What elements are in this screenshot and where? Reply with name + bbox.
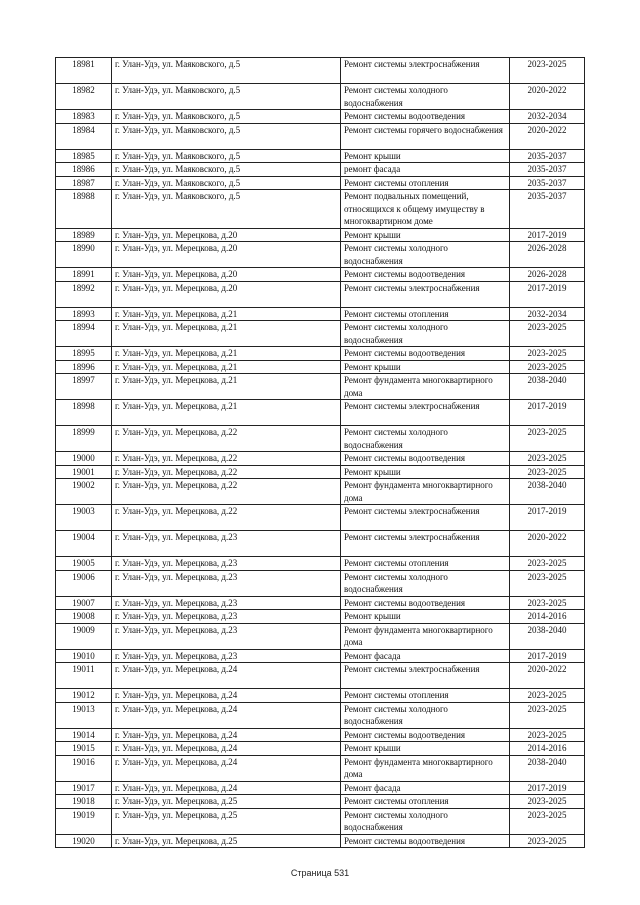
row-period: 2023-2025 xyxy=(510,795,585,809)
row-number: 18989 xyxy=(56,228,112,242)
table-row xyxy=(56,689,585,703)
table-row xyxy=(56,268,585,282)
row-address: г. Улан-Удэ, ул. Мерецкова, д.22 xyxy=(112,505,341,531)
row-period: 2035-2037 xyxy=(510,190,585,229)
row-number: 18985 xyxy=(56,149,112,163)
table-row xyxy=(56,374,585,400)
row-number: 19009 xyxy=(56,623,112,649)
row-work-type: Ремонт системы водоотведения xyxy=(341,728,510,742)
row-work-type: Ремонт крыши xyxy=(341,610,510,624)
row-number: 19018 xyxy=(56,795,112,809)
row-address: г. Улан-Удэ, ул. Мерецкова, д.20 xyxy=(112,228,341,242)
row-work-type: Ремонт системы электроснабжения xyxy=(341,505,510,531)
row-number: 18988 xyxy=(56,190,112,229)
row-address: г. Улан-Удэ, ул. Мерецкова, д.21 xyxy=(112,374,341,400)
row-address: г. Улан-Удэ, ул. Мерецкова, д.23 xyxy=(112,531,341,557)
row-work-type: Ремонт фундамента многоквартирного дома xyxy=(341,374,510,400)
row-address: г. Улан-Удэ, ул. Мерецкова, д.20 xyxy=(112,281,341,307)
table-row xyxy=(56,834,585,848)
table-row xyxy=(56,531,585,557)
row-work-type: Ремонт системы отопления xyxy=(341,557,510,571)
row-period: 2023-2025 xyxy=(510,702,585,728)
row-work-type: Ремонт системы водоотведения xyxy=(341,596,510,610)
row-number: 18986 xyxy=(56,163,112,177)
table-row xyxy=(56,149,585,163)
row-address: г. Улан-Удэ, ул. Маяковского, д.5 xyxy=(112,123,341,149)
row-address: г. Улан-Удэ, ул. Мерецкова, д.24 xyxy=(112,728,341,742)
row-number: 18999 xyxy=(56,426,112,452)
repair-schedule-table xyxy=(55,57,585,848)
row-period: 2020-2022 xyxy=(510,663,585,689)
row-period: 2020-2022 xyxy=(510,123,585,149)
row-work-type: Ремонт системы отопления xyxy=(341,307,510,321)
table-row xyxy=(56,728,585,742)
row-address: г. Улан-Удэ, ул. Мерецкова, д.23 xyxy=(112,570,341,596)
row-period: 2023-2025 xyxy=(510,808,585,834)
row-period: 2038-2040 xyxy=(510,374,585,400)
row-number: 19001 xyxy=(56,465,112,479)
row-number: 19006 xyxy=(56,570,112,596)
row-work-type: Ремонт системы электроснабжения xyxy=(341,531,510,557)
row-period: 2017-2019 xyxy=(510,228,585,242)
table-row xyxy=(56,663,585,689)
row-number: 19013 xyxy=(56,702,112,728)
row-number: 19014 xyxy=(56,728,112,742)
row-address: г. Улан-Удэ, ул. Маяковского, д.5 xyxy=(112,190,341,229)
row-period: 2038-2040 xyxy=(510,623,585,649)
table-row xyxy=(56,702,585,728)
row-address: г. Улан-Удэ, ул. Мерецкова, д.24 xyxy=(112,755,341,781)
row-work-type: Ремонт системы водоотведения xyxy=(341,452,510,466)
row-period: 2023-2025 xyxy=(510,596,585,610)
table-row xyxy=(56,557,585,571)
row-period: 2023-2025 xyxy=(510,360,585,374)
row-number: 18990 xyxy=(56,242,112,268)
table-row xyxy=(56,426,585,452)
row-address: г. Улан-Удэ, ул. Маяковского, д.5 xyxy=(112,58,341,84)
row-address: г. Улан-Удэ, ул. Мерецкова, д.24 xyxy=(112,702,341,728)
row-work-type: Ремонт системы электроснабжения xyxy=(341,400,510,426)
table-row xyxy=(56,307,585,321)
row-work-type: Ремонт системы холодного водоснабжения xyxy=(341,570,510,596)
row-address: г. Улан-Удэ, ул. Маяковского, д.5 xyxy=(112,163,341,177)
row-number: 19007 xyxy=(56,596,112,610)
row-number: 19011 xyxy=(56,663,112,689)
row-work-type: Ремонт системы отопления xyxy=(341,689,510,703)
row-period: 2023-2025 xyxy=(510,570,585,596)
row-work-type: ремонт фасада xyxy=(341,163,510,177)
row-address: г. Улан-Удэ, ул. Мерецкова, д.21 xyxy=(112,347,341,361)
row-address: г. Улан-Удэ, ул. Мерецкова, д.21 xyxy=(112,307,341,321)
table-row xyxy=(56,649,585,663)
row-period: 2020-2022 xyxy=(510,531,585,557)
row-period: 2023-2025 xyxy=(510,452,585,466)
row-address: г. Улан-Удэ, ул. Маяковского, д.5 xyxy=(112,84,341,110)
row-period: 2023-2025 xyxy=(510,347,585,361)
row-number: 19003 xyxy=(56,505,112,531)
row-number: 19019 xyxy=(56,808,112,834)
table-row xyxy=(56,742,585,756)
row-work-type: Ремонт системы холодного водоснабжения xyxy=(341,426,510,452)
page-number: Страница 531 xyxy=(290,868,350,878)
row-period: 2038-2040 xyxy=(510,755,585,781)
row-address: г. Улан-Удэ, ул. Мерецкова, д.22 xyxy=(112,465,341,479)
row-number: 19017 xyxy=(56,781,112,795)
row-address: г. Улан-Удэ, ул. Мерецкова, д.21 xyxy=(112,321,341,347)
table-body xyxy=(56,58,585,848)
row-address: г. Улан-Удэ, ул. Мерецкова, д.22 xyxy=(112,479,341,505)
row-address: г. Улан-Удэ, ул. Мерецкова, д.21 xyxy=(112,360,341,374)
row-number: 19020 xyxy=(56,834,112,848)
table-row xyxy=(56,360,585,374)
row-number: 19000 xyxy=(56,452,112,466)
row-number: 18984 xyxy=(56,123,112,149)
table-row xyxy=(56,781,585,795)
table-row xyxy=(56,452,585,466)
row-number: 18994 xyxy=(56,321,112,347)
row-number: 19016 xyxy=(56,755,112,781)
row-number: 19004 xyxy=(56,531,112,557)
row-period: 2035-2037 xyxy=(510,176,585,190)
row-period: 2023-2025 xyxy=(510,557,585,571)
row-number: 19008 xyxy=(56,610,112,624)
row-period: 2014-2016 xyxy=(510,610,585,624)
row-work-type: Ремонт крыши xyxy=(341,228,510,242)
table-row xyxy=(56,808,585,834)
row-address: г. Улан-Удэ, ул. Маяковского, д.5 xyxy=(112,110,341,124)
row-work-type: Ремонт системы холодного водоснабжения xyxy=(341,242,510,268)
table-row xyxy=(56,190,585,229)
row-period: 2023-2025 xyxy=(510,728,585,742)
row-work-type: Ремонт системы электроснабжения xyxy=(341,281,510,307)
row-period: 2020-2022 xyxy=(510,84,585,110)
row-number: 19012 xyxy=(56,689,112,703)
row-number: 19005 xyxy=(56,557,112,571)
row-work-type: Ремонт крыши xyxy=(341,465,510,479)
table-row xyxy=(56,321,585,347)
row-work-type: Ремонт крыши xyxy=(341,149,510,163)
table-row xyxy=(56,610,585,624)
row-number: 18997 xyxy=(56,374,112,400)
row-address: г. Улан-Удэ, ул. Мерецкова, д.24 xyxy=(112,663,341,689)
row-address: г. Улан-Удэ, ул. Мерецкова, д.23 xyxy=(112,557,341,571)
row-address: г. Улан-Удэ, ул. Маяковского, д.5 xyxy=(112,149,341,163)
table-row xyxy=(56,84,585,110)
row-number: 18992 xyxy=(56,281,112,307)
row-work-type: Ремонт системы отопления xyxy=(341,176,510,190)
row-address: г. Улан-Удэ, ул. Мерецкова, д.20 xyxy=(112,268,341,282)
row-number: 18983 xyxy=(56,110,112,124)
row-period: 2032-2034 xyxy=(510,307,585,321)
row-work-type: Ремонт системы водоотведения xyxy=(341,834,510,848)
table-row xyxy=(56,570,585,596)
table-row xyxy=(56,623,585,649)
row-address: г. Улан-Удэ, ул. Мерецкова, д.25 xyxy=(112,795,341,809)
table-row xyxy=(56,242,585,268)
row-period: 2017-2019 xyxy=(510,281,585,307)
row-period: 2023-2025 xyxy=(510,426,585,452)
row-work-type: Ремонт системы водоотведения xyxy=(341,268,510,282)
row-period: 2023-2025 xyxy=(510,321,585,347)
row-work-type: Ремонт подвальных помещений, относящихся к общему имуществу в многоквартирном доме xyxy=(341,190,510,229)
row-period: 2032-2034 xyxy=(510,110,585,124)
table-row xyxy=(56,347,585,361)
row-number: 19002 xyxy=(56,479,112,505)
row-period: 2017-2019 xyxy=(510,649,585,663)
table-row xyxy=(56,755,585,781)
table-row xyxy=(56,505,585,531)
row-work-type: Ремонт системы водоотведения xyxy=(341,110,510,124)
row-work-type: Ремонт системы холодного водоснабжения xyxy=(341,808,510,834)
row-address: г. Улан-Удэ, ул. Мерецкова, д.21 xyxy=(112,400,341,426)
row-number: 18981 xyxy=(56,58,112,84)
row-period: 2017-2019 xyxy=(510,781,585,795)
table-row xyxy=(56,123,585,149)
row-work-type: Ремонт системы водоотведения xyxy=(341,347,510,361)
table-row xyxy=(56,228,585,242)
row-work-type: Ремонт системы горячего водоснабжения xyxy=(341,123,510,149)
row-work-type: Ремонт крыши xyxy=(341,360,510,374)
row-period: 2023-2025 xyxy=(510,689,585,703)
row-address: г. Улан-Удэ, ул. Мерецкова, д.24 xyxy=(112,742,341,756)
row-address: г. Улан-Удэ, ул. Мерецкова, д.23 xyxy=(112,610,341,624)
row-work-type: Ремонт системы электроснабжения xyxy=(341,663,510,689)
row-period: 2035-2037 xyxy=(510,163,585,177)
row-work-type: Ремонт фасада xyxy=(341,781,510,795)
row-work-type: Ремонт системы холодного водоснабжения xyxy=(341,84,510,110)
row-period: 2023-2025 xyxy=(510,465,585,479)
table-row xyxy=(56,58,585,84)
table-row xyxy=(56,163,585,177)
row-period: 2026-2028 xyxy=(510,268,585,282)
row-period: 2023-2025 xyxy=(510,834,585,848)
row-period: 2038-2040 xyxy=(510,479,585,505)
table-row xyxy=(56,110,585,124)
row-period: 2026-2028 xyxy=(510,242,585,268)
row-period: 2014-2016 xyxy=(510,742,585,756)
row-work-type: Ремонт системы холодного водоснабжения xyxy=(341,702,510,728)
row-work-type: Ремонт фундамента многоквартирного дома xyxy=(341,755,510,781)
row-work-type: Ремонт фундамента многоквартирного дома xyxy=(341,623,510,649)
row-address: г. Улан-Удэ, ул. Мерецкова, д.23 xyxy=(112,649,341,663)
row-address: г. Улан-Удэ, ул. Мерецкова, д.22 xyxy=(112,426,341,452)
row-work-type: Ремонт системы электроснабжения xyxy=(341,58,510,84)
row-address: г. Улан-Удэ, ул. Мерецкова, д.25 xyxy=(112,834,341,848)
row-address: г. Улан-Удэ, ул. Мерецкова, д.24 xyxy=(112,689,341,703)
row-number: 18987 xyxy=(56,176,112,190)
row-number: 18982 xyxy=(56,84,112,110)
table-row xyxy=(56,465,585,479)
row-number: 18993 xyxy=(56,307,112,321)
row-work-type: Ремонт системы отопления xyxy=(341,795,510,809)
row-number: 19015 xyxy=(56,742,112,756)
row-address: г. Улан-Удэ, ул. Мерецкова, д.23 xyxy=(112,596,341,610)
row-address: г. Улан-Удэ, ул. Мерецкова, д.25 xyxy=(112,808,341,834)
row-work-type: Ремонт фасада xyxy=(341,649,510,663)
row-work-type: Ремонт системы холодного водоснабжения xyxy=(341,321,510,347)
row-address: г. Улан-Удэ, ул. Маяковского, д.5 xyxy=(112,176,341,190)
row-address: г. Улан-Удэ, ул. Мерецкова, д.24 xyxy=(112,781,341,795)
table-row xyxy=(56,176,585,190)
row-work-type: Ремонт фундамента многоквартирного дома xyxy=(341,479,510,505)
row-number: 19010 xyxy=(56,649,112,663)
row-period: 2035-2037 xyxy=(510,149,585,163)
row-period: 2017-2019 xyxy=(510,400,585,426)
row-number: 18995 xyxy=(56,347,112,361)
row-number: 18996 xyxy=(56,360,112,374)
table-row xyxy=(56,795,585,809)
row-period: 2017-2019 xyxy=(510,505,585,531)
row-address: г. Улан-Удэ, ул. Мерецкова, д.22 xyxy=(112,452,341,466)
row-period: 2023-2025 xyxy=(510,58,585,84)
table-row xyxy=(56,281,585,307)
table-row xyxy=(56,479,585,505)
row-number: 18998 xyxy=(56,400,112,426)
row-address: г. Улан-Удэ, ул. Мерецкова, д.23 xyxy=(112,623,341,649)
table-row xyxy=(56,596,585,610)
table-row xyxy=(56,400,585,426)
row-number: 18991 xyxy=(56,268,112,282)
row-address: г. Улан-Удэ, ул. Мерецкова, д.20 xyxy=(112,242,341,268)
row-work-type: Ремонт крыши xyxy=(341,742,510,756)
